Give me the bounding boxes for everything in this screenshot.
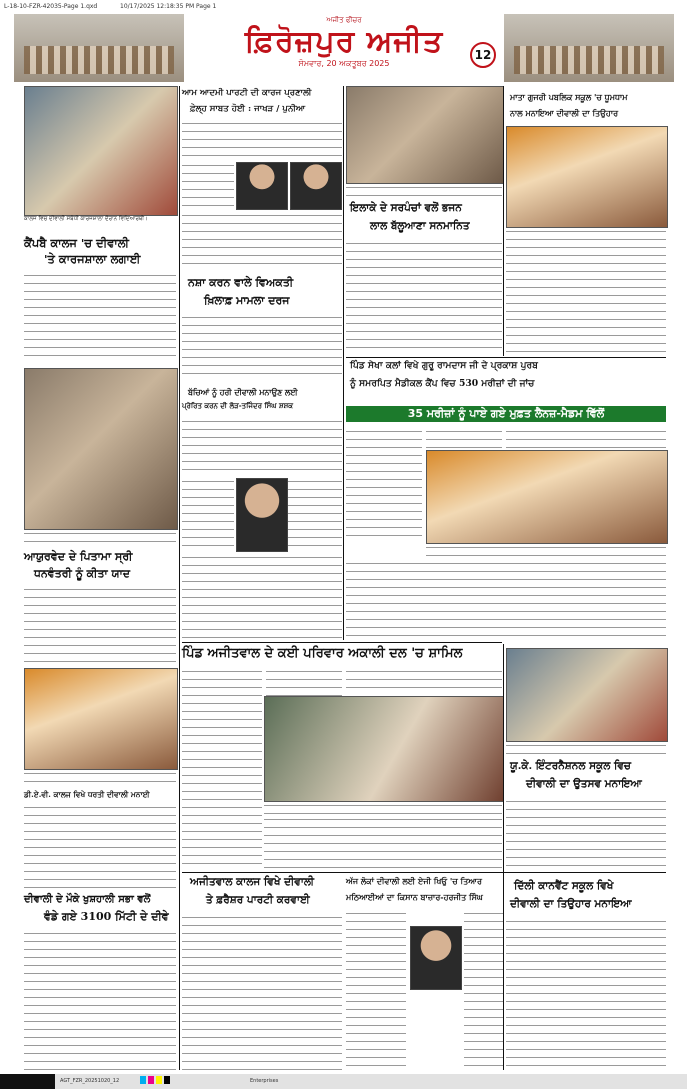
bachian-headline-2: ਪ੍ਰੇਰਿਤ ਕਰਨ ਦੀ ਲੋੜ-ਤਜਿੰਦਰ ਸਿੰਘ ਸ਼ਸ਼ਕ — [182, 401, 294, 410]
uk-school-photo — [506, 648, 668, 742]
ilake-headline-1: ਇਲਾਕੇ ਦੇ ਸਰਪੰਚਾਂ ਵਲੋਂ ਭਜਨ — [350, 202, 462, 214]
aap-portrait-1 — [236, 162, 288, 210]
aap-headline-2: ਫ਼ੇਲ੍ਹ ਸਾਬਤ ਹੋਈ : ਜਾਖੜ / ਪੁਨੀਆ — [190, 104, 306, 114]
ajitwal-caption-lines — [264, 802, 502, 814]
mata-gujri-caption-lines — [506, 228, 666, 240]
mata-gujri-headline-1: ਮਾਤਾ ਗੁਜਰੀ ਪਬਲਿਕ ਸਕੂਲ 'ਚ ਧੂਮਧਾਮ — [510, 92, 628, 102]
cmyk-swatch-yellow — [156, 1076, 162, 1084]
masthead-title: ਫ਼ਿਰੋਜ਼ਪੁਰ ਅਜੀਤ — [244, 24, 444, 59]
ayurved-photo — [24, 668, 178, 770]
bachian-portrait — [236, 478, 288, 552]
aap-body-top — [182, 120, 342, 160]
ayurved-caption-lines — [24, 770, 176, 784]
ajj-headline-2: ਮਠਿਆਈਆਂ ਦਾ ਕਿਸਾਨ ਬਾਜ਼ਾਰ-ਹਰਜੀਤ ਸਿੰਘ — [346, 892, 483, 902]
ajitwal-body-col1 — [182, 668, 262, 868]
print-slug-bar — [0, 0, 687, 14]
nasha-headline-2: ਖ਼ਿਲਾਫ਼ ਮਾਮਲਾ ਦਰਜ — [204, 294, 290, 307]
masthead-left-photo — [14, 14, 184, 82]
bachian-body-top — [182, 418, 342, 474]
footer-right: Enterprises — [250, 1078, 279, 1084]
ilake-headline-2: ਲਾਲ ਬੱਲੂਆਣਾ ਸਨਮਾਨਿਤ — [370, 220, 470, 232]
diwali-diye-headline-1: ਦੀਵਾਲੀ ਦੇ ਮੌਕੇ ਖੁਸ਼ਹਾਲੀ ਸਭਾ ਵਲੋਂ — [24, 894, 151, 905]
cmyk-swatch-cyan — [140, 1076, 146, 1084]
masthead-center — [184, 14, 504, 82]
camp-subhead: 35 ਮਰੀਜ਼ਾਂ ਨੂੰ ਪਾਏ ਗਏ ਮੁਫ਼ਤ ਲੈਨਜ਼-ਮੈਡਮ ਵਿੱਲੋਂ — [346, 406, 666, 422]
bachian-body-right — [288, 478, 342, 550]
ajitwal-headline: ਪਿੰਡ ਅਜੀਤਵਾਲ ਦੇ ਕਈ ਪਰਿਵਾਰ ਅਕਾਲੀ ਦਲ 'ਚ ਸ਼ਾਮਿਲ — [182, 646, 463, 661]
section-rule-ajitwal — [182, 642, 502, 643]
masthead-right-photo — [504, 14, 674, 82]
convent-body — [506, 918, 666, 1070]
dav-body — [24, 804, 176, 888]
aap-portrait-2 — [290, 162, 342, 210]
ajitwal-photo — [264, 696, 504, 802]
nasha-headline-1: ਨਸ਼ਾ ਕਰਨ ਵਾਲੇ ਵਿਅਕਤੀ — [188, 276, 294, 289]
aap-headline-1: ਆਮ ਆਦਮੀ ਪਾਰਟੀ ਦੀ ਕਾਰਜ ਪ੍ਰਣਾਲੀ — [182, 88, 312, 98]
ayurved-body — [24, 586, 176, 664]
camp-headline-2: ਨੂੰ ਸਮਰਪਿਤ ਮੈਡੀਕਲ ਕੈਂਪ ਵਿਚ 530 ਮਰੀਜ਼ਾਂ ਦੀ ਜਾਂਚ — [350, 378, 535, 389]
footer-left: AGT_FZR_20251020_12 — [60, 1078, 120, 1084]
sarpanch-caption-lines — [346, 184, 502, 196]
canteen-headline-1: ਕੈਂਪਬੈ ਕਾਲਜ 'ਚ ਦੀਵਾਲੀ — [24, 236, 129, 250]
cmyk-swatch-black — [164, 1076, 170, 1084]
ajitwal-body-bottom — [264, 816, 502, 868]
diwali-diye-body — [24, 930, 176, 1070]
mata-gujri-body — [506, 244, 666, 354]
column-rule-4 — [503, 644, 504, 1070]
classroom-caption-lines — [24, 530, 176, 544]
ajitwal-college-headline-1: ਅਜੀਤਵਾਲ ਕਾਲਜ ਵਿਖੇ ਦੀਵਾਲੀ — [190, 876, 315, 888]
ajj-portrait — [410, 926, 462, 990]
print-footer — [0, 1074, 687, 1089]
ajj-headline-1: ਅੱਜ ਲੋਕਾਂ ਦੀਵਾਲੀ ਲਈ ਏਜੀ ਖਿਓੁ 'ਚ ਤਿਆਰ — [346, 876, 482, 886]
column-rule-1 — [179, 86, 180, 1070]
bachian-body-left — [182, 478, 234, 550]
ajitwal-college-body — [182, 914, 342, 1070]
mata-gujri-photo — [506, 126, 668, 228]
section-rule-bottom — [182, 872, 666, 873]
uk-school-headline-2: ਦੀਵਾਲੀ ਦਾ ਉਤਸਵ ਮਨਾਇਆ — [526, 778, 642, 790]
camp-body-col1 — [346, 428, 422, 538]
canteen-headline-2: 'ਤੇ ਕਾਰਜਸ਼ਾਲਾ ਲਗਾਈ — [44, 252, 141, 266]
nasha-body — [182, 314, 342, 380]
masthead — [14, 14, 674, 82]
ajitwal-body-top-right — [346, 668, 502, 692]
mata-gujri-headline-2: ਨਾਲ ਮਨਾਇਆ ਦੀਵਾਲੀ ਦਾ ਤਿਉਹਾਰ — [510, 108, 619, 118]
masthead-date: ਸੋਮਵਾਰ, 20 ਅਕਤੂਬਰ 2025 — [298, 59, 390, 68]
canteen-caption: ਕਾਲਜ ਵਿਚ ਦੀਵਾਲੀ ਸਬੰਧੀ ਕਾਰਜਸ਼ਾਲਾ ਦੌਰਾਨ ਵਿਦਿਆਰਥੀ। — [24, 216, 148, 222]
sarpanch-photo — [346, 86, 504, 184]
diwali-diye-headline-2: ਵੰਡੇ ਗਏ 3100 ਮਿੱਟੀ ਦੇ ਦੀਵੇ — [44, 910, 169, 923]
bachian-headline-1: ਬੱਚਿਆਂ ਨੂੰ ਹਰੀ ਦੀਵਾਲੀ ਮਨਾਉਣ ਲਈ — [188, 388, 298, 397]
convent-headline-2: ਦੀਵਾਲੀ ਦਾ ਤਿਉਹਾਰ ਮਨਾਇਆ — [510, 898, 632, 910]
column-rule-2 — [343, 86, 344, 640]
canteen-body — [24, 272, 176, 362]
ajj-body-right — [464, 910, 504, 1070]
cmyk-swatch-magenta — [148, 1076, 154, 1084]
masthead-kicker: ਅਜੀਤ ਫੀਚਰ — [326, 16, 362, 24]
ajj-body-left — [346, 910, 406, 1070]
bachian-body-bottom — [182, 554, 342, 638]
ayurved-headline-1: ਆਯੁਰਵੇਦ ਦੇ ਪਿਤਾਮਾ ਸ੍ਰੀ — [24, 550, 133, 563]
classroom-photo — [24, 368, 178, 530]
dav-headline: ਡੀ.ਏ.ਵੀ. ਕਾਲਜ ਵਿਖੇ ਧਰਤੀ ਦੀਵਾਲੀ ਮਨਾਈ — [24, 790, 150, 799]
aap-body-bottom — [182, 212, 342, 268]
aap-body-side — [182, 162, 234, 212]
camp-photo — [426, 450, 668, 544]
print-slug: L-18-10-FZR-42035-Page 1.qxd — [4, 3, 98, 10]
camp-body-bottom — [346, 560, 666, 640]
section-rule-camp — [346, 357, 666, 358]
camp-body-col3-top — [506, 428, 666, 448]
uk-school-headline-1: ਯੂ.ਕੇ. ਇੰਟਰਨੈਸ਼ਨਲ ਸਕੂਲ ਵਿਚ — [510, 760, 632, 772]
page-number: 12 — [470, 42, 496, 68]
convent-headline-1: ਦਿੱਲੀ ਕਾਨਵੈਂਟ ਸਕੂਲ ਵਿਖੇ — [514, 880, 614, 892]
column-rule-3 — [503, 86, 504, 356]
canteen-photo — [24, 86, 178, 216]
camp-body-col2-top — [426, 428, 502, 448]
ayurved-headline-2: ਧਨਵੰਤਰੀ ਨੂੰ ਕੀਤਾ ਯਾਦ — [34, 567, 131, 580]
uk-school-body — [506, 798, 666, 872]
print-stamp: 10/17/2025 12:18:35 PM Page 1 — [120, 3, 217, 10]
ilake-body — [346, 240, 502, 354]
uk-school-caption-lines — [506, 742, 666, 754]
camp-caption-lines — [426, 544, 666, 556]
camp-headline-1: ਪਿੰਡ ਸੇਖਾ ਕਲਾਂ ਵਿਖੇ ਗੁਰੂ ਰਾਮਦਾਸ ਜੀ ਦੇ ਪ੍ਰਕਾਸ਼ ਪੁਰਬ — [350, 360, 538, 371]
ajitwal-college-headline-2: ਤੇ ਫ਼ਰੈਸ਼ਰ ਪਾਰਟੀ ਕਰਵਾਈ — [206, 894, 310, 906]
